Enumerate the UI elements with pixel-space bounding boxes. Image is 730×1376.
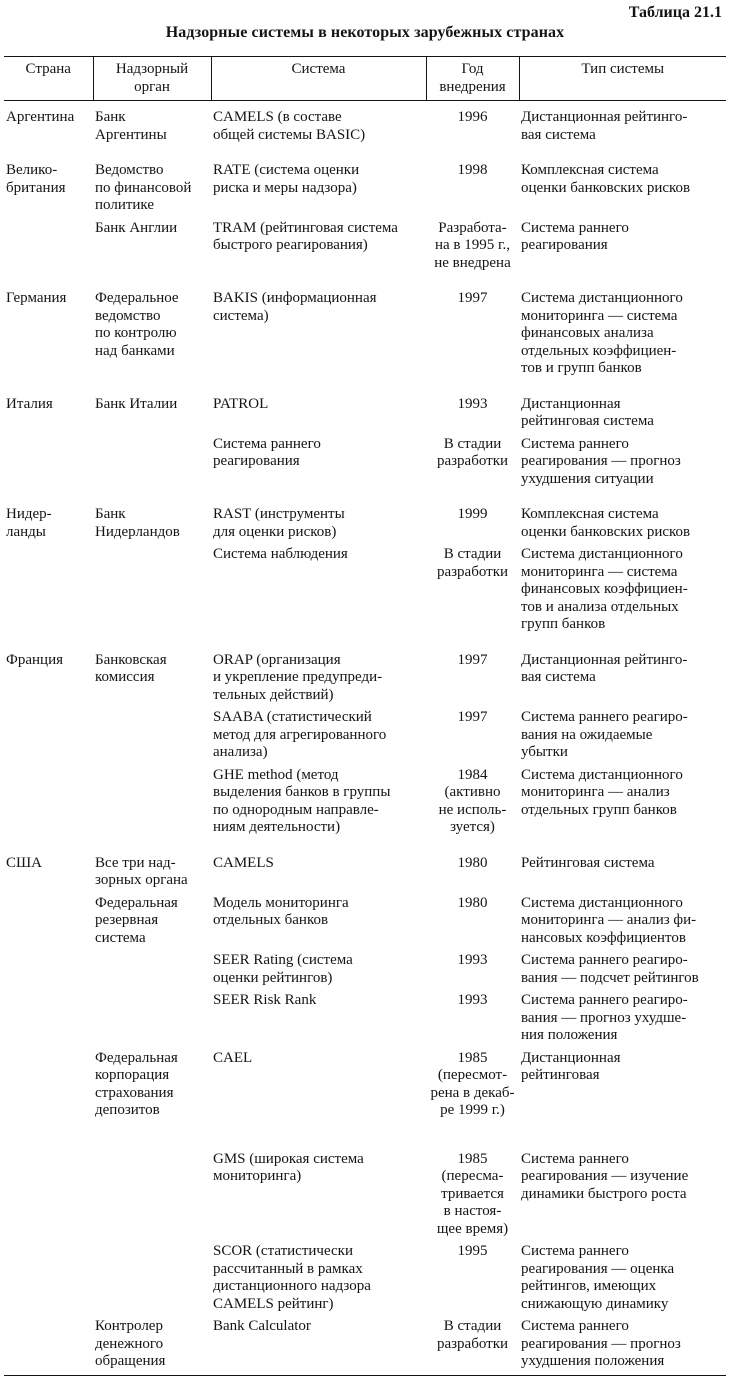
cell-type-line: вая система [521, 126, 596, 143]
cell-year [426, 987, 519, 1045]
cell-type-line: Система дистанционного [521, 894, 683, 911]
cell-system-line: анализа) [213, 744, 268, 760]
cell-type [519, 1313, 726, 1375]
cell-system-line: система) [213, 307, 269, 324]
header-country: Страна [4, 57, 93, 101]
cell-country [4, 947, 93, 987]
table-row [4, 1238, 726, 1313]
cell-authority [93, 644, 211, 705]
table-row [4, 388, 726, 431]
header-year-line: внедрения [439, 78, 506, 95]
cell-authority [93, 101, 211, 155]
cell-type [519, 762, 726, 847]
cell-country [4, 101, 93, 155]
cell-authority [93, 282, 211, 388]
cell-system-line: TRAM (рейтинговая система [213, 219, 398, 236]
cell-type-line: тов и групп банков [521, 360, 642, 376]
table-row [4, 947, 726, 987]
cell-authority [93, 388, 211, 431]
header-authority [93, 57, 211, 101]
cell-type [519, 890, 726, 948]
cell-system [211, 644, 426, 705]
table-number: Таблица 21.1 [628, 4, 722, 21]
cell-year-line: 1999 [457, 506, 488, 522]
cell-year-line: разработки [436, 453, 509, 469]
cell-type-line: мониторинга — система [521, 307, 678, 324]
cell-type [519, 388, 726, 431]
cell-authority-line: Банк Англии [95, 219, 178, 236]
cell-type [519, 282, 726, 388]
cell-authority-line: Контролер [95, 1318, 163, 1334]
cell-authority-line: Аргентины [95, 126, 167, 143]
cell-authority [93, 847, 211, 890]
cell-system-line: ниям деятельности) [213, 819, 341, 835]
cell-authority-line: ведомство [95, 307, 161, 324]
cell-year-line: щее время) [436, 1220, 509, 1237]
cell-year-line: 1985 [457, 1150, 488, 1167]
cell-type-line: ния положения [521, 1027, 618, 1043]
cell-country-line: британия [6, 179, 66, 196]
cell-system-line: Система наблюдения [213, 546, 348, 562]
cell-type-line: реагирования [521, 237, 608, 253]
cell-type [519, 101, 726, 155]
table-row [4, 1313, 726, 1375]
cell-year-line: разработки [436, 1335, 509, 1352]
cell-type-line: рейтингов, имеющих [521, 1278, 657, 1294]
cell-type-line: убытки [521, 744, 568, 760]
cell-system [211, 704, 426, 762]
cell-country-line: Италия [6, 395, 53, 412]
cell-type-line: рейтинговая [521, 1067, 600, 1083]
cell-authority-line: Ведомство [95, 162, 164, 178]
cell-type-line: Дистанционная [521, 1049, 621, 1066]
cell-type [519, 644, 726, 705]
cell-type-line: реагирования — оценка [521, 1260, 675, 1277]
cell-type-line: групп банков [521, 616, 606, 632]
cell-country [4, 388, 93, 431]
cell-system-line: SAABA (статистический [213, 709, 372, 725]
cell-year [426, 1313, 519, 1375]
cell-year [426, 1045, 519, 1146]
cell-type [519, 1238, 726, 1313]
header-authority-line: Надзорный [115, 61, 189, 77]
cell-year-line: В стадии [443, 435, 502, 452]
cell-year-line: В стадии [443, 1318, 502, 1334]
cell-type-line: Система раннего [521, 435, 629, 452]
cell-system [211, 154, 426, 215]
cell-type-line: мониторинга — анализ фи- [521, 912, 697, 928]
cell-system [211, 890, 426, 948]
cell-country [4, 762, 93, 847]
cell-type [519, 431, 726, 499]
cell-system-line: CAEL [213, 1049, 253, 1066]
cell-authority-line: Нидерландов [95, 523, 180, 540]
header-year-line: Год [461, 61, 484, 77]
cell-type [519, 704, 726, 762]
cell-year-line: 1984 [457, 766, 488, 783]
cell-country-line: Аргентина [6, 109, 75, 125]
cell-type-line: рейтинговая система [521, 413, 654, 429]
cell-system-line: CAMELS [213, 854, 274, 871]
cell-authority-line: депозитов [95, 1102, 160, 1118]
cell-system [211, 847, 426, 890]
cell-authority-line: Федеральная [95, 894, 178, 911]
cell-system [211, 1045, 426, 1146]
cell-year-line: тривается [441, 1185, 504, 1202]
cell-year [426, 947, 519, 987]
cell-system [211, 947, 426, 987]
cell-authority-line: Банковская [95, 651, 167, 668]
header-year [426, 57, 519, 101]
table-row [4, 704, 726, 762]
cell-year-line: зуется) [450, 819, 495, 835]
cell-system-line: дистанционного надзора [213, 1278, 371, 1294]
table-row [4, 154, 726, 215]
cell-country [4, 498, 93, 541]
header-type: Тип системы [519, 57, 726, 101]
cell-year [426, 101, 519, 155]
supervisory-systems-table [4, 56, 726, 1376]
cell-year [426, 762, 519, 847]
cell-authority [93, 1045, 211, 1146]
cell-type-line: Комплексная система [521, 506, 659, 522]
cell-country [4, 431, 93, 499]
table-row [4, 762, 726, 847]
cell-year [426, 215, 519, 283]
cell-system-line: RAST (инструменты [213, 506, 345, 522]
cell-type-line: мониторинга — система [521, 563, 678, 580]
cell-year-line: рена в декаб- [430, 1084, 515, 1101]
header-authority-line: орган [134, 78, 170, 95]
cell-system-line: CAMELS рейтинг) [213, 1295, 334, 1312]
cell-type-line: оценки банковских рисков [521, 523, 691, 540]
cell-authority-line: страхования [95, 1084, 174, 1101]
cell-type-line: снижающую динамику [521, 1295, 669, 1312]
cell-system-line: GHE method (метод [213, 766, 339, 783]
cell-authority-line: над банками [95, 342, 175, 359]
cell-country [4, 1238, 93, 1313]
table-row [4, 101, 726, 155]
cell-authority [93, 1313, 211, 1375]
cell-authority-line: Банк Италии [95, 395, 178, 412]
table-row [4, 987, 726, 1045]
cell-type-line: Дистанционная рейтинго- [521, 109, 688, 125]
table-row [4, 1146, 726, 1239]
cell-year-line: разработки [436, 563, 509, 580]
cell-system-line: для оценки рисков) [213, 523, 337, 540]
cell-type-line: Рейтинговая система [521, 854, 655, 871]
cell-year [426, 704, 519, 762]
cell-type-line: Система дистанционного [521, 546, 683, 562]
cell-system-line: быстрого реагирования) [213, 237, 368, 253]
cell-system-line: SEER Risk Rank [213, 992, 317, 1008]
cell-system-line: риска и меры надзора) [213, 179, 357, 196]
cell-type [519, 1045, 726, 1146]
cell-year [426, 890, 519, 948]
cell-country [4, 282, 93, 388]
cell-system-line: и укрепление предупреди- [213, 669, 383, 685]
cell-type-line: реагирования — прогноз [521, 453, 681, 469]
cell-year [426, 1146, 519, 1239]
cell-year-line: Разработа- [438, 219, 507, 236]
cell-type-line: Система раннего [521, 1150, 629, 1167]
cell-type-line: Система раннего реагиро- [521, 992, 688, 1008]
cell-system [211, 101, 426, 155]
cell-year-line: ре 1999 г.) [440, 1102, 505, 1118]
cell-country-line: Германия [6, 290, 67, 306]
cell-authority-line: Банк [95, 109, 126, 125]
cell-country [4, 1313, 93, 1375]
cell-year-line: 1995 [457, 1243, 488, 1259]
cell-system-line: выделения банков в группы [213, 784, 391, 800]
cell-country-line: Велико- [6, 162, 58, 178]
cell-authority [93, 1146, 211, 1239]
cell-country-line: ланды [6, 523, 46, 540]
cell-authority-line: по финансовой [95, 179, 192, 196]
cell-system-line: ORAP (организация [213, 651, 341, 668]
cell-type-line: ухудшения ситуации [521, 470, 654, 487]
cell-authority-line: обращения [95, 1353, 166, 1369]
cell-country-line: США [6, 854, 42, 871]
cell-type-line: динамики быстрого роста [521, 1185, 687, 1202]
table-row [4, 431, 726, 499]
table-row [4, 215, 726, 283]
cell-system-line: мониторинга) [213, 1168, 302, 1184]
header-system: Система [211, 57, 426, 101]
cell-year [426, 541, 519, 644]
cell-country [4, 1045, 93, 1146]
cell-system [211, 388, 426, 431]
cell-system-line: PATROL [213, 395, 269, 412]
cell-system-line: отдельных банков [213, 912, 329, 928]
cell-year-line: не внедрена [434, 254, 511, 271]
cell-authority-line: система [95, 929, 146, 946]
table-row [4, 890, 726, 948]
cell-authority-line: Банк [95, 506, 126, 522]
cell-type-line: вания — подсчет рейтингов [521, 969, 699, 986]
cell-year-line: 1997 [457, 651, 488, 668]
cell-year [426, 1238, 519, 1313]
cell-country [4, 644, 93, 705]
cell-year [426, 388, 519, 431]
cell-authority-line: корпорация [95, 1067, 170, 1083]
cell-system-line: RATE (система оценки [213, 162, 360, 178]
cell-year-line: 1993 [457, 992, 488, 1008]
cell-year-line: 1993 [457, 395, 488, 412]
cell-year [426, 282, 519, 388]
cell-country [4, 704, 93, 762]
cell-type [519, 947, 726, 987]
cell-type-line: нансовых коэффициентов [521, 929, 686, 946]
cell-authority-line: политике [95, 197, 154, 213]
cell-authority [93, 541, 211, 644]
cell-type [519, 1146, 726, 1239]
cell-country-line: Франция [6, 651, 63, 668]
cell-system-line: по однородным направле- [213, 801, 379, 818]
cell-system-line: Система раннего [213, 435, 321, 452]
cell-authority-line: денежного [95, 1335, 164, 1352]
cell-type [519, 541, 726, 644]
cell-authority [93, 947, 211, 987]
cell-system [211, 987, 426, 1045]
cell-type-line: Система раннего реагиро- [521, 952, 688, 968]
cell-system-line: GMS (широкая система [213, 1150, 364, 1167]
cell-year-line: 1980 [457, 854, 488, 871]
table-row [4, 1045, 726, 1146]
table-row [4, 282, 726, 388]
cell-type-line: Система раннего [521, 1243, 629, 1259]
cell-authority-line: по контролю [95, 325, 177, 341]
cell-system [211, 282, 426, 388]
cell-authority-line: зорных органа [95, 872, 188, 888]
cell-type-line: мониторинга — анализ [521, 784, 670, 800]
cell-authority [93, 431, 211, 499]
cell-system-line: SEER Rating (система [213, 952, 353, 968]
cell-authority-line: резервная [95, 912, 159, 928]
cell-year-line: (пересма- [441, 1168, 504, 1184]
table-row [4, 644, 726, 705]
cell-year [426, 431, 519, 499]
cell-authority-line: Федеральная [95, 1049, 178, 1066]
cell-type [519, 847, 726, 890]
cell-country [4, 890, 93, 948]
cell-country [4, 847, 93, 890]
cell-year-line: 1980 [457, 894, 488, 911]
cell-authority [93, 1238, 211, 1313]
cell-type-line: Система раннего реагиро- [521, 709, 688, 725]
cell-system-line: BAKIS (информационная [213, 290, 377, 306]
cell-type-line: финансовых анализа [521, 325, 654, 341]
cell-system [211, 498, 426, 541]
cell-year-line: (активно [444, 784, 501, 800]
cell-type-line: отдельных групп банков [521, 801, 677, 818]
cell-country-line: Нидер- [6, 506, 52, 522]
cell-type-line: Комплексная система [521, 162, 659, 178]
cell-year [426, 644, 519, 705]
cell-country [4, 154, 93, 215]
cell-type [519, 215, 726, 283]
cell-system-line: рассчитанный в рамках [213, 1260, 363, 1277]
cell-system-line: метод для агрегированного [213, 726, 387, 743]
cell-type-line: вая система [521, 669, 596, 685]
cell-type-line: Система дистанционного [521, 290, 683, 306]
cell-year-line: 1996 [457, 109, 488, 125]
cell-authority [93, 498, 211, 541]
cell-authority [93, 987, 211, 1045]
cell-year-line: 1985 [457, 1049, 488, 1066]
cell-type [519, 987, 726, 1045]
cell-type-line: Дистанционная [521, 395, 621, 412]
cell-country [4, 215, 93, 283]
table-row [4, 847, 726, 890]
cell-type-line: вания — прогноз ухудше- [521, 1009, 687, 1026]
cell-year [426, 847, 519, 890]
cell-year [426, 498, 519, 541]
cell-authority [93, 704, 211, 762]
cell-authority-line: комиссия [95, 669, 155, 685]
cell-system [211, 1313, 426, 1375]
cell-year [426, 154, 519, 215]
cell-authority-line: Федеральное [95, 290, 179, 306]
cell-year-line: в настоя- [443, 1203, 502, 1219]
cell-type-line: вания на ожидаемые [521, 726, 653, 743]
cell-system [211, 1146, 426, 1239]
cell-authority [93, 762, 211, 847]
cell-year-line: 1997 [457, 290, 488, 306]
cell-system-line: реагирования [213, 453, 300, 469]
cell-system-line: Модель мониторинга [213, 894, 349, 911]
cell-system [211, 1238, 426, 1313]
table-row [4, 541, 726, 644]
cell-system-line: тельных действий) [213, 686, 334, 703]
cell-type-line: Система дистанционного [521, 766, 683, 783]
cell-authority [93, 154, 211, 215]
table-header [4, 57, 726, 101]
cell-year-line: (пересмот- [437, 1067, 508, 1083]
cell-type-line: реагирования — прогноз [521, 1335, 681, 1352]
cell-country [4, 1146, 93, 1239]
cell-system [211, 215, 426, 283]
cell-country [4, 987, 93, 1045]
cell-country [4, 541, 93, 644]
cell-authority [93, 215, 211, 283]
cell-authority-line: Все три над- [95, 854, 176, 871]
table-caption: Надзорные системы в некоторых зарубежных странах [165, 24, 565, 41]
cell-system [211, 431, 426, 499]
cell-type [519, 154, 726, 215]
cell-year-line: на в 1995 г., [435, 237, 510, 253]
cell-year-line: В стадии [443, 546, 502, 562]
cell-type-line: Система раннего [521, 1318, 629, 1334]
cell-system [211, 541, 426, 644]
cell-type-line: реагирования — изучение [521, 1168, 689, 1184]
cell-type [519, 498, 726, 541]
cell-authority [93, 890, 211, 948]
cell-year-line: не исполь- [438, 801, 507, 818]
cell-system-line: Bank Calculator [213, 1318, 311, 1334]
cell-system-line: оценки рейтингов) [213, 969, 333, 986]
cell-type-line: оценки банковских рисков [521, 179, 691, 196]
cell-type-line: ухудшения положения [521, 1353, 665, 1369]
cell-type-line: Система раннего [521, 219, 629, 236]
cell-year-line: 1997 [457, 709, 488, 725]
cell-type-line: отдельных коэффициен- [521, 342, 677, 359]
cell-system-line: CAMELS (в составе [213, 109, 342, 125]
cell-type-line: финансовых коэффициен- [521, 581, 688, 597]
cell-system-line: общей системы BASIC) [213, 126, 366, 143]
table-row [4, 498, 726, 541]
cell-year-line: 1993 [457, 952, 488, 968]
cell-system [211, 762, 426, 847]
table-body [4, 101, 726, 1376]
cell-type-line: тов и анализа отдельных [521, 598, 679, 615]
cell-system-line: SCOR (статистически [213, 1243, 353, 1259]
cell-type-line: Дистанционная рейтинго- [521, 651, 688, 668]
cell-year-line: 1998 [457, 162, 488, 178]
